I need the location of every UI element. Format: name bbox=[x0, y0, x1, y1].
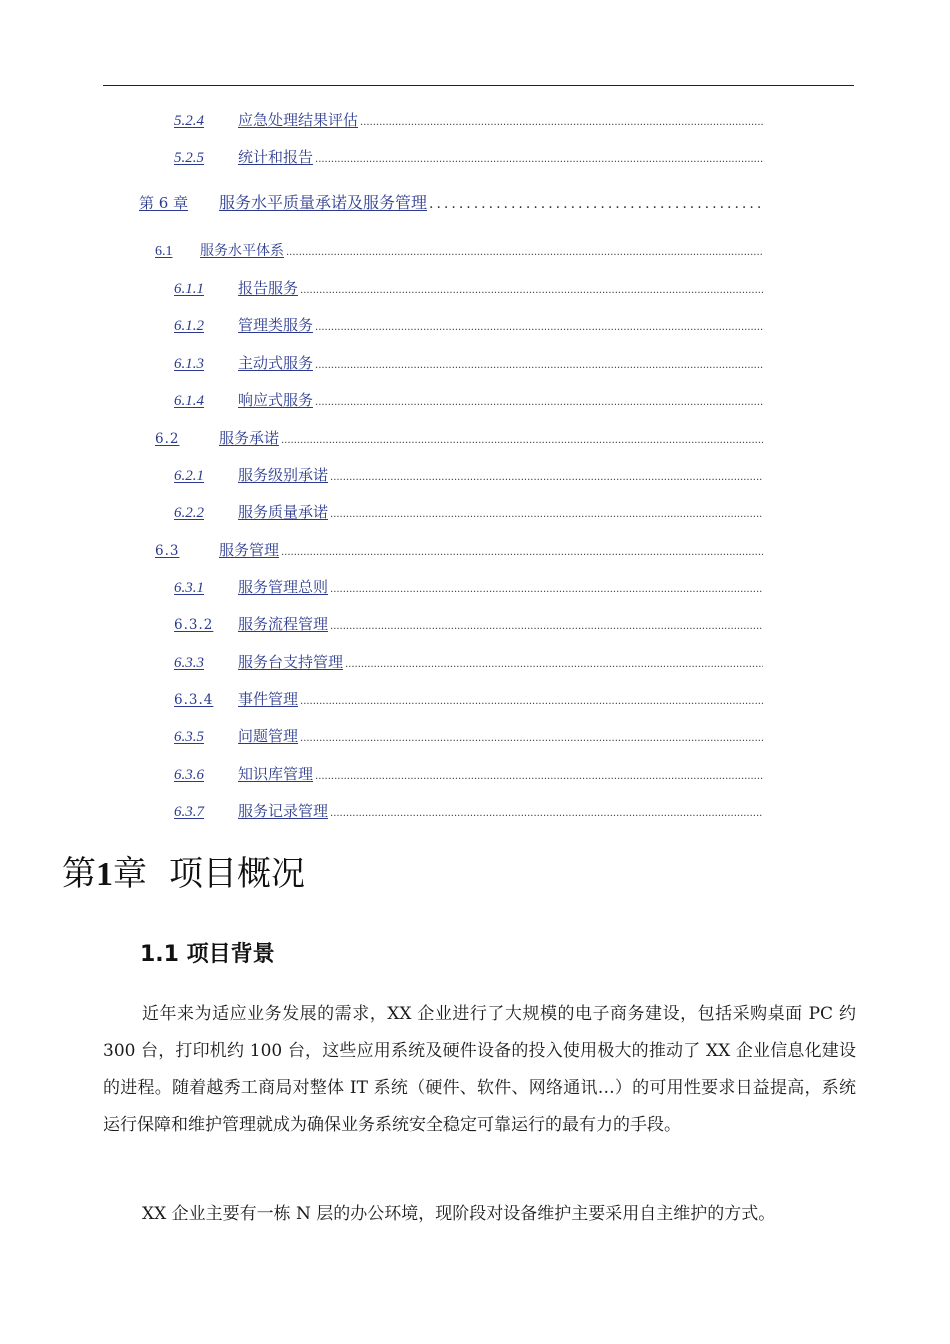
toc-leader bbox=[330, 618, 763, 636]
toc-number: 6.1.4 bbox=[174, 393, 204, 409]
toc-entry-6-1-2[interactable] bbox=[174, 316, 763, 337]
toc-title: 知识库管理 bbox=[238, 765, 314, 783]
toc-entry-6-3-7[interactable] bbox=[174, 802, 763, 823]
body-text bbox=[103, 1196, 856, 1233]
toc-number: 6.1.1 bbox=[174, 281, 204, 297]
toc-title: 主动式服务 bbox=[238, 354, 314, 372]
header-rule bbox=[103, 85, 854, 86]
toc-entry-6-1[interactable] bbox=[155, 242, 763, 262]
toc-leader bbox=[315, 394, 763, 412]
toc-title: 服务水平质量承诺及服务管理 bbox=[219, 193, 428, 212]
toc-leader bbox=[300, 282, 763, 300]
toc-title: 问题管理 bbox=[238, 727, 299, 745]
toc-entry-6-1-1[interactable] bbox=[174, 279, 763, 300]
toc-number: 6.3 bbox=[155, 543, 180, 559]
toc-number: 5.2.4 bbox=[174, 113, 204, 129]
chapter-prefix: 第 bbox=[62, 854, 96, 894]
toc-entry-6-3-4[interactable] bbox=[174, 690, 763, 711]
toc-entry-6-3-2[interactable] bbox=[174, 615, 763, 636]
toc-leader bbox=[281, 544, 763, 562]
toc-entry-6-3-3[interactable] bbox=[174, 653, 763, 674]
toc-title: 服务台支持管理 bbox=[238, 653, 344, 671]
toc-leader bbox=[330, 506, 763, 524]
toc-entry-6-2-2[interactable] bbox=[174, 503, 763, 524]
toc-leader bbox=[286, 244, 763, 262]
body-text bbox=[103, 996, 856, 1144]
toc-entry-6-3-6[interactable] bbox=[174, 765, 763, 786]
toc-entry-6-3-5[interactable] bbox=[174, 727, 763, 748]
toc-entry-5-2-5[interactable] bbox=[174, 148, 763, 169]
toc-title: 应急处理结果评估 bbox=[238, 111, 359, 129]
toc-title: 服务级别承诺 bbox=[238, 466, 329, 484]
toc-leader bbox=[300, 693, 763, 711]
toc-title: 报告服务 bbox=[238, 279, 299, 297]
toc-number: 6.3.6 bbox=[174, 767, 204, 783]
toc-entry-6-3-1[interactable] bbox=[174, 578, 763, 599]
toc-title: 服务管理 bbox=[219, 541, 280, 559]
toc-leader bbox=[330, 805, 763, 823]
toc-title: 响应式服务 bbox=[238, 391, 314, 409]
toc-number: 6.3.7 bbox=[174, 804, 204, 820]
toc-entry-6-1-4[interactable] bbox=[174, 391, 763, 412]
toc-title: 事件管理 bbox=[238, 690, 299, 708]
toc-title: 服务管理总则 bbox=[238, 578, 329, 596]
toc-leader bbox=[315, 357, 763, 375]
toc-entry-6-1-3[interactable] bbox=[174, 354, 763, 375]
toc-number: 6.1.3 bbox=[174, 356, 204, 372]
chapter-heading bbox=[62, 846, 305, 895]
toc-title: 管理类服务 bbox=[238, 316, 314, 334]
toc-leader bbox=[300, 730, 763, 748]
chapter-title: 项目概况 bbox=[169, 854, 305, 894]
toc-title: 服务质量承诺 bbox=[238, 503, 329, 521]
toc-number: 6.3.1 bbox=[174, 580, 204, 596]
toc-number: 第 6 章 bbox=[139, 194, 189, 212]
chapter-number: 1 bbox=[96, 856, 113, 893]
toc-number: 6.1.2 bbox=[174, 318, 204, 334]
toc-entry-6-3[interactable] bbox=[155, 541, 763, 562]
chapter-suffix: 章 bbox=[113, 854, 147, 894]
toc-title: 服务承诺 bbox=[219, 429, 280, 447]
toc-entry-5-2-4[interactable] bbox=[174, 111, 763, 132]
toc-leader bbox=[281, 432, 763, 450]
toc-leader bbox=[429, 195, 763, 213]
toc-number: 6.2 bbox=[155, 431, 180, 447]
toc-entry-6-2-1[interactable] bbox=[174, 466, 763, 487]
paragraph: 近年来为适应业务发展的需求，XX 企业进行了大规模的电子商务建设，包括采购桌面 PC 约 300 台，打印机约 100 台，这些应用系统及硬件设备的投入使用极大的推动了 XX 企业信息化建设的进程。随着越秀工商局对整体 IT 系统（硬件、软件、网络通讯…）的可用性要求日益提高，系统运行保障和维护管理就成为确保业务系统安全稳定可靠运行的最有力的手段。 bbox=[103, 1004, 856, 1135]
paragraph: XX 企业主要有一栋 N 层的办公环境，现阶段对设备维护主要采用自主维护的方式。 bbox=[142, 1204, 776, 1224]
section-heading: 1.1 项目背景 bbox=[140, 942, 275, 967]
toc-title: 服务水平体系 bbox=[200, 243, 284, 259]
toc-leader bbox=[315, 319, 763, 337]
toc-number: 5.2.5 bbox=[174, 150, 204, 166]
toc-leader bbox=[360, 114, 763, 132]
toc-number: 6.1 bbox=[155, 244, 173, 259]
toc-leader bbox=[315, 768, 763, 786]
toc-title: 服务记录管理 bbox=[238, 802, 329, 820]
toc-number: 6.3.2 bbox=[174, 617, 214, 633]
toc-leader bbox=[345, 656, 763, 674]
toc-number: 6.3.4 bbox=[174, 692, 214, 708]
toc-entry-chapter-6[interactable] bbox=[139, 194, 763, 213]
toc-leader bbox=[330, 581, 763, 599]
toc-title: 服务流程管理 bbox=[238, 615, 329, 633]
toc-entry-6-2[interactable] bbox=[155, 429, 763, 450]
toc-title: 统计和报告 bbox=[238, 148, 314, 166]
toc-leader bbox=[330, 469, 763, 487]
toc-number: 6.2.2 bbox=[174, 505, 204, 521]
toc-number: 6.3.5 bbox=[174, 729, 204, 745]
toc-number: 6.3.3 bbox=[174, 655, 204, 671]
toc-leader bbox=[315, 151, 763, 169]
toc-number: 6.2.1 bbox=[174, 468, 204, 484]
